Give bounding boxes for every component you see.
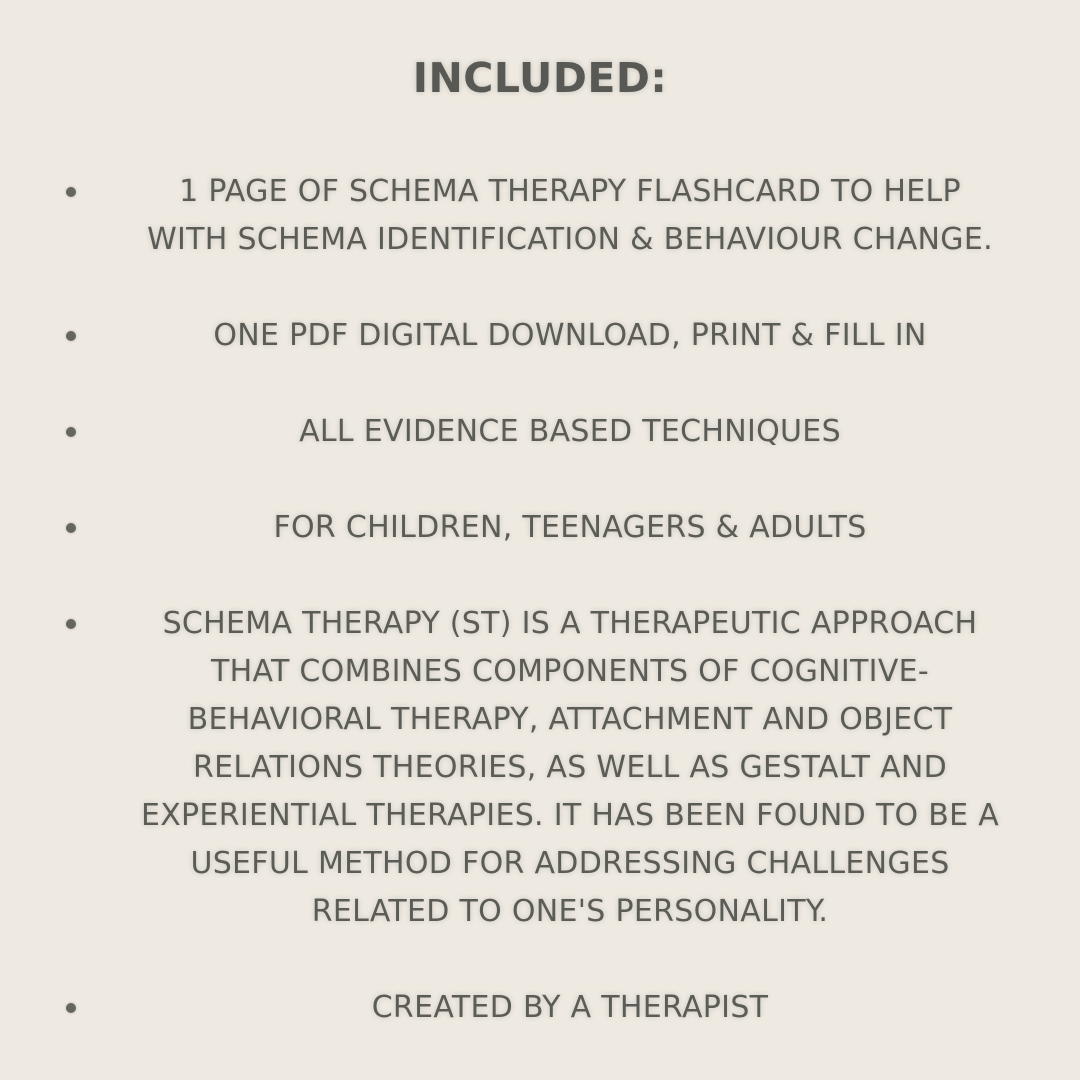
bullet-icon [66, 523, 76, 533]
list-item-line: RELATED TO ONE'S PERSONALITY. [311, 894, 829, 929]
list-item [100, 600, 1040, 936]
list-item [100, 168, 1040, 264]
list-item-line: ONE PDF DIGITAL DOWNLOAD, PRINT & FILL IN [213, 318, 927, 353]
bullet-icon [66, 427, 76, 437]
list-item [100, 312, 1040, 360]
list-item [100, 504, 1040, 552]
list-item-line: BEHAVIORAL THERAPY, ATTACHMENT AND OBJECT [187, 702, 953, 737]
bullet-icon [66, 619, 76, 629]
list-item-line: WITH SCHEMA IDENTIFICATION & BEHAVIOUR CHANGE. [147, 222, 993, 257]
list-item [100, 408, 1040, 456]
list-item-line: ALL EVIDENCE BASED TECHNIQUES [299, 414, 841, 449]
bullet-icon [66, 187, 76, 197]
list-item-line: THAT COMBINES COMPONENTS OF COGNITIVE- [210, 654, 930, 689]
bullet-icon [66, 1003, 76, 1013]
list-item [100, 984, 1040, 1032]
list-item-line: FOR CHILDREN, TEENAGERS & ADULTS [273, 510, 867, 545]
list-item-line: RELATIONS THEORIES, AS WELL AS GESTALT AND [192, 750, 948, 785]
list-item-line: USEFUL METHOD FOR ADDRESSING CHALLENGES [190, 846, 950, 881]
list-item-line: 1 PAGE OF SCHEMA THERAPY FLASHCARD TO HELP [179, 174, 961, 209]
bullet-icon [66, 331, 76, 341]
list-item-line: CREATED BY A THERAPIST [371, 990, 769, 1025]
list-item-line: EXPERIENTIAL THERAPIES. IT HAS BEEN FOUND TO BE A [140, 798, 1000, 833]
page-title: INCLUDED: [412, 54, 668, 102]
list-item-line: SCHEMA THERAPY (ST) IS A THERAPEUTIC APPROACH [162, 606, 978, 641]
